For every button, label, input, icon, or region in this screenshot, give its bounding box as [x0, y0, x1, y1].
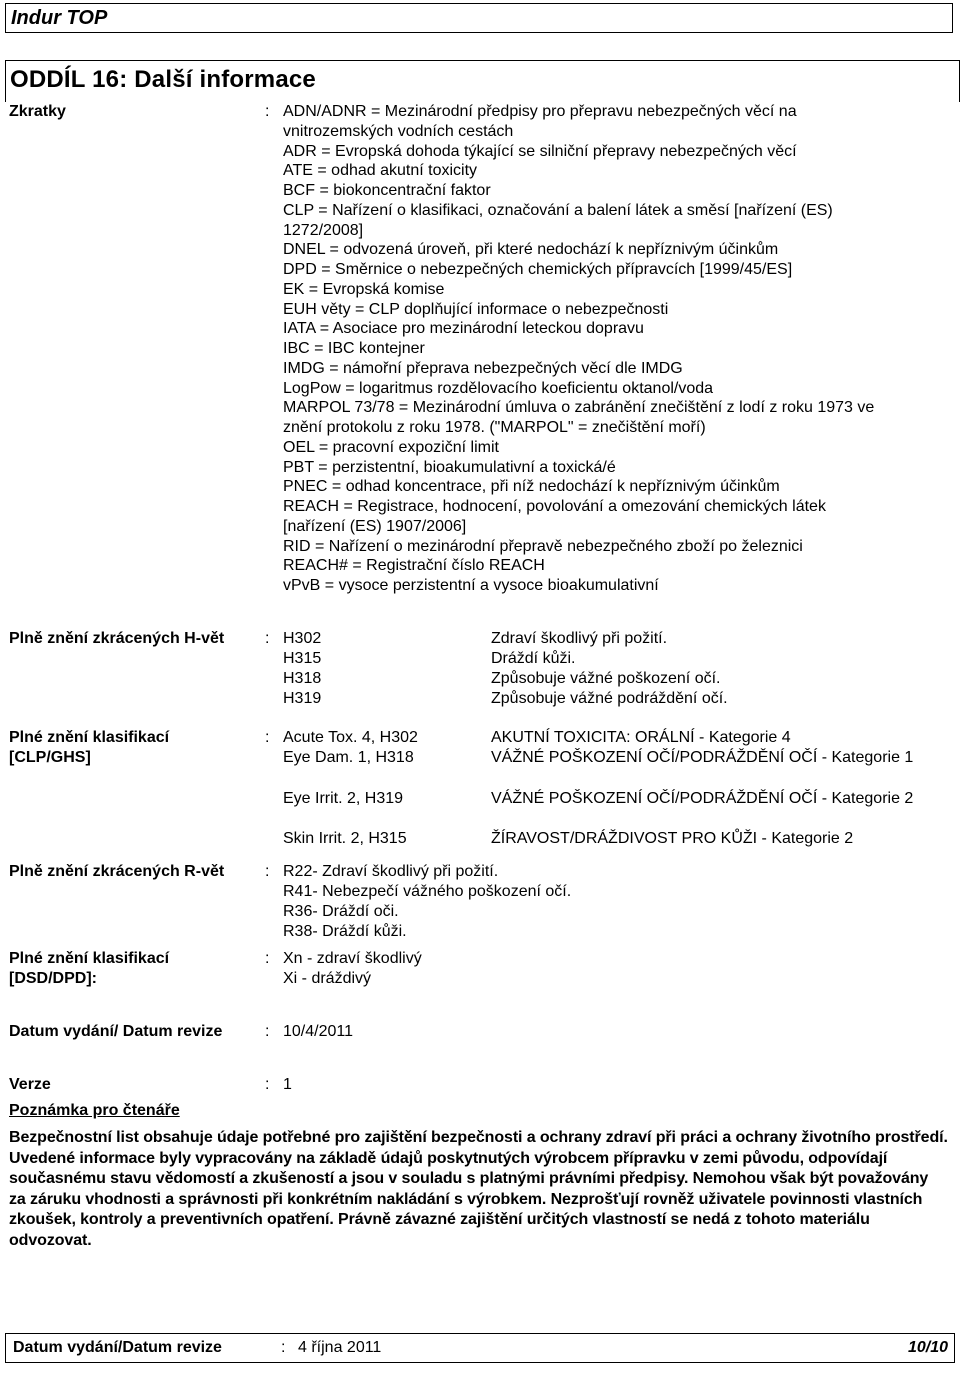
dsd-line: Xn - zdraví škodlivý: [283, 950, 422, 967]
h-statements-colon: :: [265, 630, 270, 647]
h-code: H315: [283, 650, 322, 667]
r-phrases-list: [283, 862, 571, 942]
abbreviations-colon: :: [265, 103, 270, 120]
clp-label: [9, 728, 169, 768]
dsd-list: [283, 949, 422, 989]
r-phrases-colon: :: [265, 863, 270, 880]
h-code: H318: [283, 670, 322, 687]
abbreviation-line: ADR = Evropská dohoda týkající se silniční přepravy nebezpečných věcí: [283, 142, 797, 160]
document-footer: [5, 1333, 955, 1363]
h-text: Zdraví škodlivý při požití.: [491, 630, 668, 647]
version-label: Verze: [9, 1076, 51, 1093]
clp-text: VÁŽNÉ POŠKOZENÍ OČÍ/PODRÁŽDĚNÍ OČÍ - Kategorie 1: [491, 749, 914, 766]
h-code: H319: [283, 690, 322, 707]
dsd-colon: :: [265, 950, 270, 967]
abbreviations-label: Zkratky: [9, 103, 66, 120]
footer-colon: :: [281, 1339, 286, 1356]
abbreviation-line: BCF = biokoncentrační faktor: [283, 182, 491, 199]
page-number: 10/10: [907, 1339, 948, 1356]
dsd-label-line: Plné znění klasifikací: [9, 950, 170, 967]
abbreviation-line: OEL = pracovní expoziční limit: [283, 438, 499, 456]
clp-code: Skin Irrit. 2, H315: [283, 830, 407, 847]
clp-text: VÁŽNÉ POŠKOZENÍ OČÍ/PODRÁŽDĚNÍ OČÍ - Kategorie 2: [491, 790, 914, 807]
abbreviation-line: EK = Evropská komise: [283, 280, 445, 298]
section-header: [5, 60, 960, 102]
abbreviation-line: PNEC = odhad koncentrace, při níž nedochází k nepříznivým účinkům: [283, 478, 780, 496]
r-phrase-line: R41- Nebezpečí vážného poškození očí.: [283, 883, 572, 900]
abbreviation-line: znění protokolu z roku 1978. ("MARPOL" = znečištění moří): [283, 419, 706, 436]
revision-value: 10/4/2011: [283, 1023, 353, 1040]
abbreviation-line: ADN/ADNR = Mezinárodní předpisy pro přepravu nebezpečných věcí na: [283, 103, 797, 120]
h-text: Způsobuje vážné podráždění očí.: [491, 690, 728, 707]
revision-colon: :: [265, 1023, 270, 1040]
clp-colon: :: [265, 729, 270, 746]
abbreviation-line: DPD = Směrnice o nebezpečných chemických přípravcích [1999/45/ES]: [283, 261, 793, 278]
clp-text: AKUTNÍ TOXICITA: ORÁLNÍ - Kategorie 4: [491, 729, 791, 746]
abbreviation-line: IBC = IBC kontejner: [283, 340, 425, 357]
note-title: Poznámka pro čtenáře: [9, 1102, 180, 1119]
abbreviations-list: [283, 102, 948, 596]
abbreviation-line: PBT = perzistentní, bioakumulativní a toxická/é: [283, 458, 616, 476]
abbreviation-line: vPvB = vysoce perzistentní a vysoce bioakumulativní: [283, 577, 659, 594]
h-text: Dráždí kůži.: [491, 650, 576, 667]
r-phrase-line: R36- Dráždí oči.: [283, 903, 399, 920]
clp-text: ŽÍRAVOST/DRÁŽDIVOST PRO KŮŽI - Kategorie 2: [491, 830, 854, 847]
dsd-label-line: [DSD/DPD]:: [9, 970, 97, 987]
r-phrases-label: Plně znění zkrácených R-vět: [9, 863, 225, 880]
version-colon: :: [265, 1076, 270, 1093]
abbreviation-line: REACH# = Registrační číslo REACH: [283, 557, 545, 575]
clp-label-line: [CLP/GHS]: [9, 749, 91, 766]
footer-date: 4 října 2011: [298, 1339, 382, 1356]
product-title: Indur TOP: [11, 7, 108, 29]
dsd-label: [9, 949, 169, 989]
version-value: 1: [283, 1076, 292, 1093]
document-header: [5, 3, 953, 33]
clp-code: Acute Tox. 4, H302: [283, 729, 418, 746]
r-phrase-line: R38- Dráždí kůži.: [283, 923, 407, 940]
abbreviation-line: CLP = Nařízení o klasifikaci, označování a balení látek a směsí [nařízení (ES): [283, 201, 833, 219]
clp-label-line: Plné znění klasifikací: [9, 729, 170, 746]
abbreviation-line: IMDG = námořní přeprava nebezpečných věcí dle IMDG: [283, 359, 683, 377]
note-text: Bezpečnostní list obsahuje údaje potřebné pro zajištění bezpečnosti a ochrany zdraví při práci a ochrany životního prostředí. Uvedené informace byly vypracovány na základě údajů poskytnutých výrobcem přípravku v zemi původu, odpovídají současnému stavu vědomostí a zkušeností a jsou v souladu s platnými právními předpisy. Nemohou však být považovány za záruku vhodnosti a správnosti při konkrétním nakládání s výrobkem. Nezprošťují rovněž uživatele povinnosti vlastních zkoušek, kontroly a preventivních opatření. Právně závazné zajištění určitých vlastností se nedá z tohoto materiálu odvozovat.: [9, 1129, 948, 1249]
abbreviation-line: REACH = Registrace, hodnocení, povolování a omezování chemických látek: [283, 498, 826, 515]
clp-code: Eye Irrit. 2, H319: [283, 790, 404, 807]
r-phrase-line: R22- Zdraví škodlivý při požití.: [283, 863, 499, 880]
abbreviation-line: 1272/2008]: [283, 221, 364, 239]
abbreviation-line: EUH věty = CLP doplňující informace o nebezpečnosti: [283, 300, 669, 318]
h-text: Způsobuje vážné poškození očí.: [491, 670, 721, 687]
abbreviation-line: RID = Nařízení o mezinárodní přepravě nebezpečného zboží po železnici: [283, 537, 803, 555]
h-code: H302: [283, 630, 322, 647]
abbreviation-line: MARPOL 73/78 = Mezinárodní úmluva o zabránění znečištění z lodí z roku 1973 ve: [283, 399, 875, 417]
abbreviation-line: LogPow = logaritmus rozdělovacího koeficientu oktanol/voda: [283, 379, 714, 397]
clp-code: Eye Dam. 1, H318: [283, 749, 414, 766]
h-statements-label: Plně znění zkrácených H-vět: [9, 630, 225, 647]
abbreviation-line: IATA = Asociace pro mezinárodní leteckou dopravu: [283, 320, 644, 338]
abbreviation-line: vnitrozemských vodních cestách: [283, 122, 514, 140]
dsd-line: Xi - dráždivý: [283, 970, 372, 987]
revision-label: Datum vydání/ Datum revize: [9, 1023, 223, 1040]
footer-label: Datum vydání/Datum revize: [13, 1339, 222, 1356]
abbreviation-line: [nařízení (ES) 1907/2006]: [283, 517, 467, 535]
section-title: ODDÍL 16: Další informace: [10, 66, 316, 93]
abbreviation-line: ATE = odhad akutní toxicity: [283, 162, 478, 180]
abbreviation-line: DNEL = odvozená úroveň, při které nedochází k nepříznivým účinkům: [283, 241, 779, 259]
